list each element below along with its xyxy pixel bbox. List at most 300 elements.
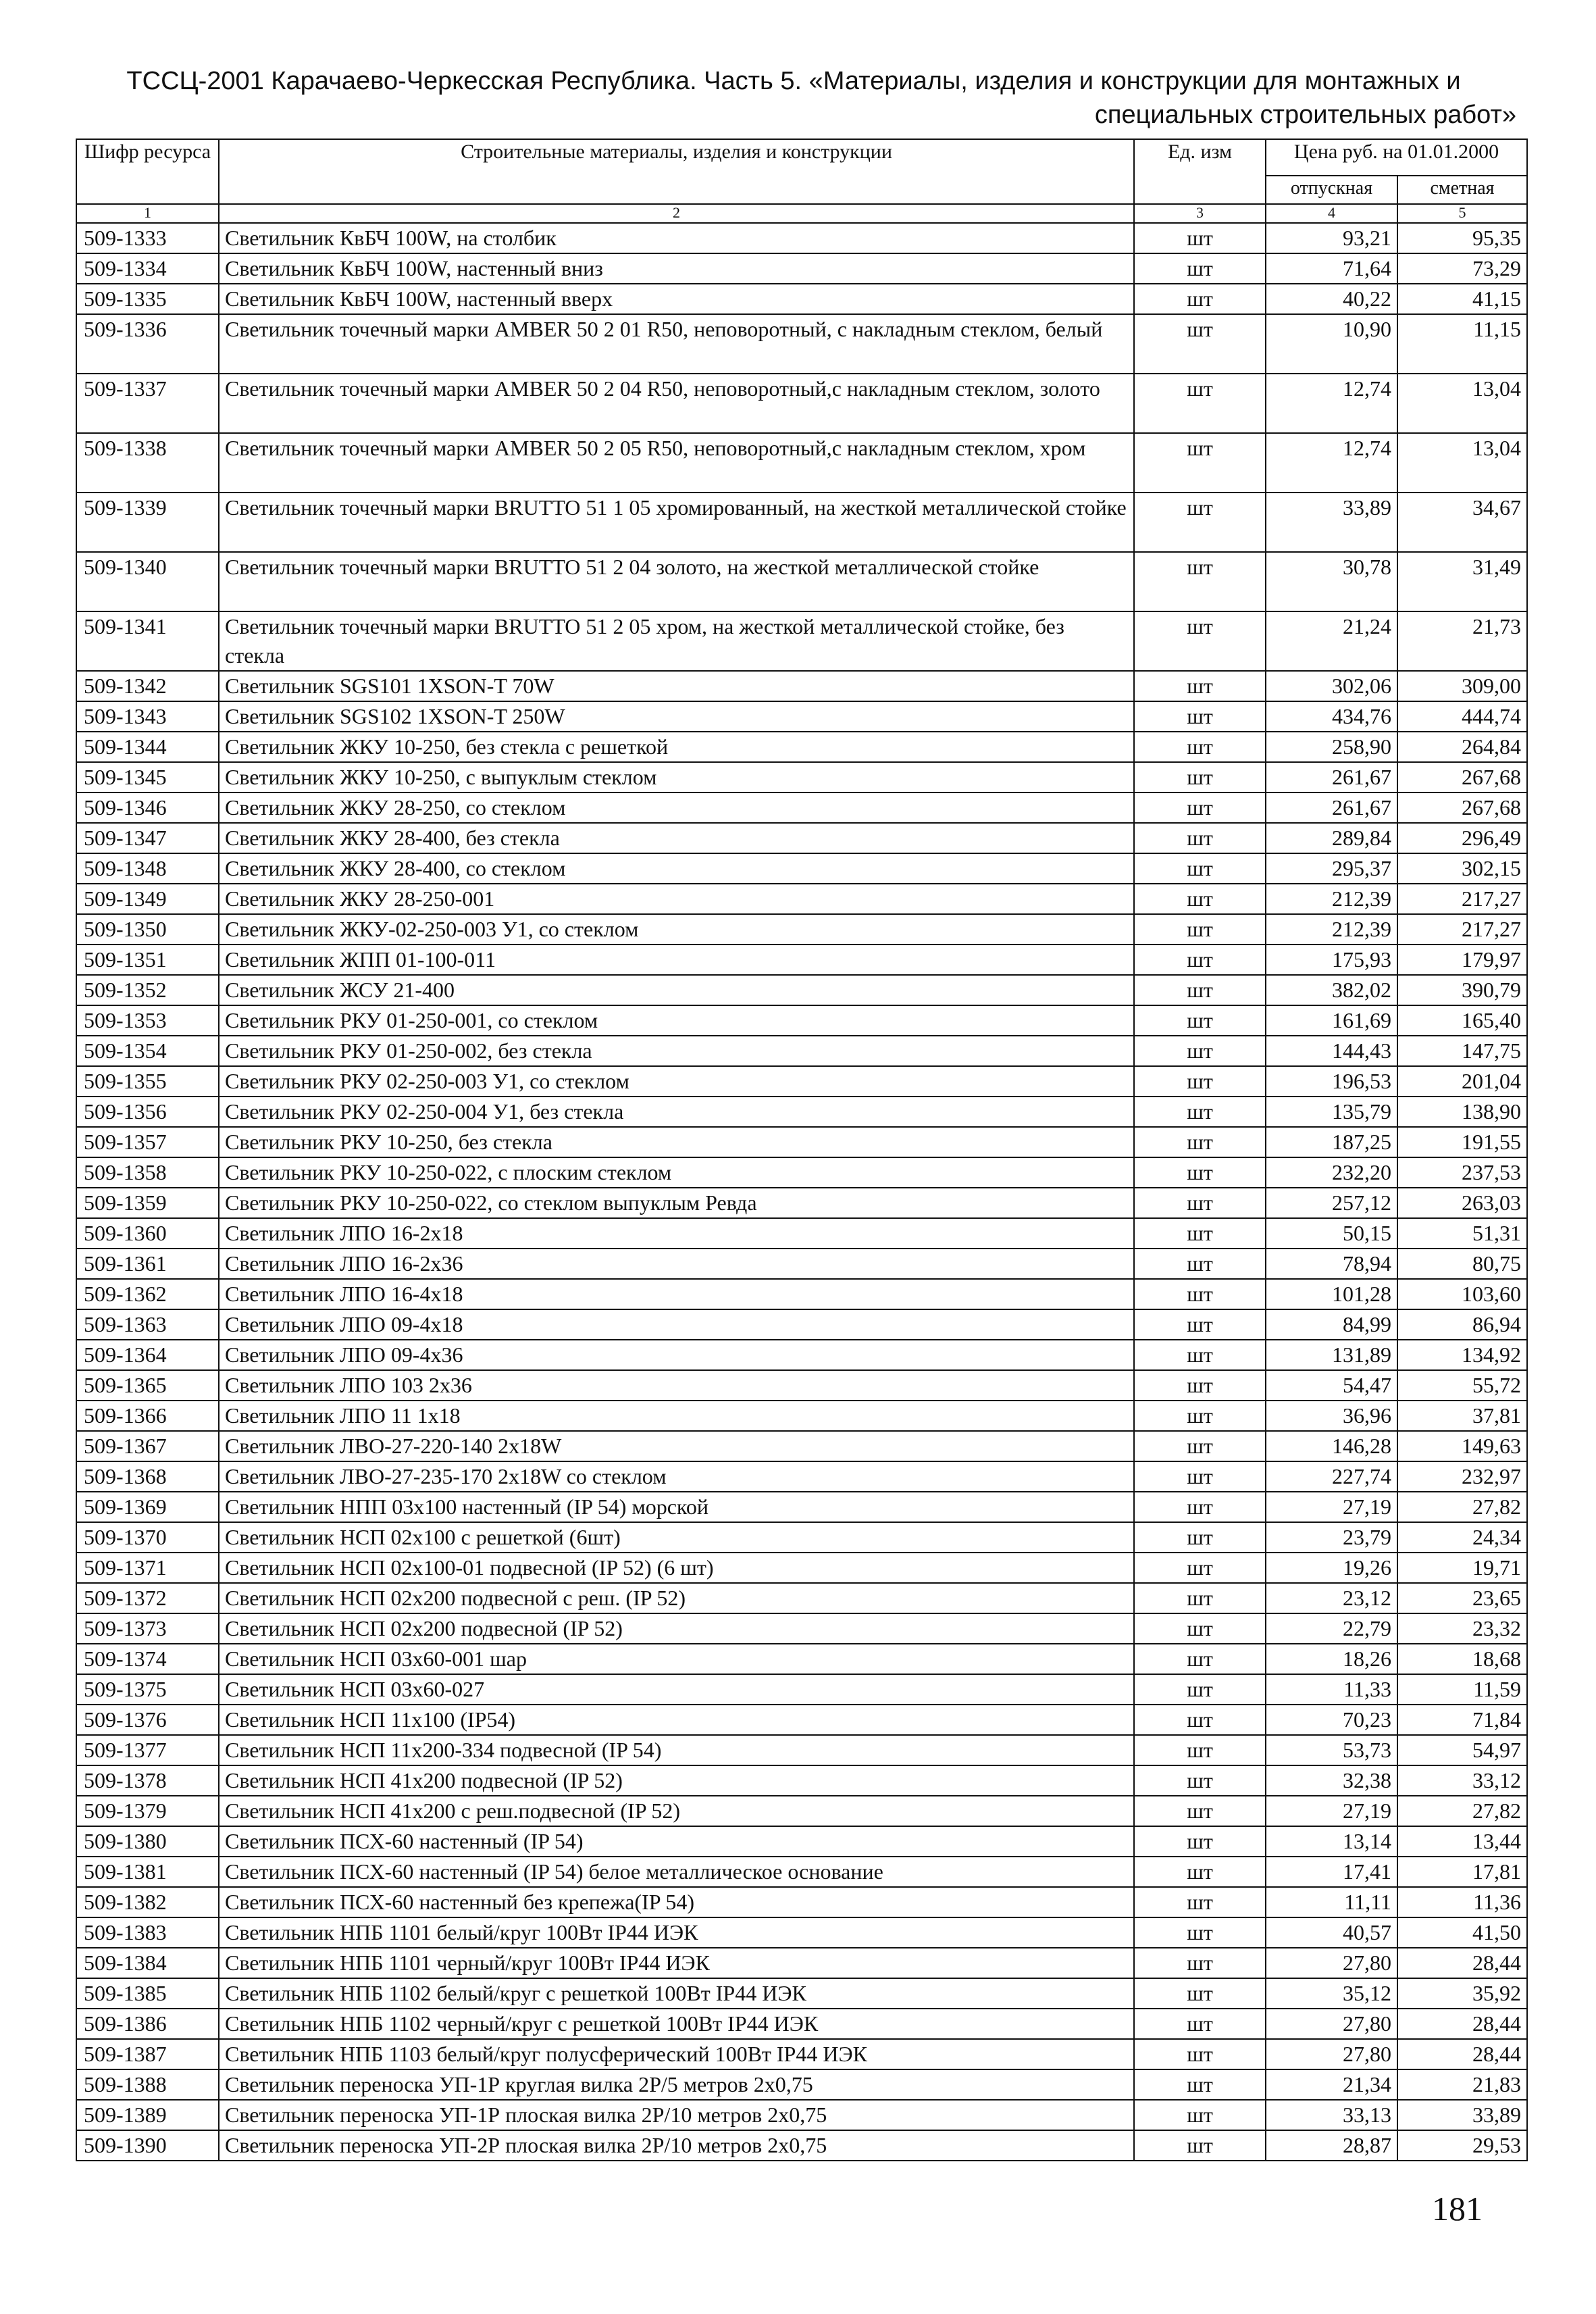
estimate-price: 134,92 [1397, 1340, 1527, 1370]
release-price: 196,53 [1266, 1066, 1397, 1097]
release-price: 12,74 [1266, 374, 1397, 433]
material-name: Светильник НПП 03x100 настенный (IP 54) морской [219, 1492, 1134, 1522]
document-title [68, 64, 1520, 132]
estimate-price: 17,81 [1397, 1857, 1527, 1887]
unit-of-measure: шт [1134, 284, 1266, 314]
estimate-price: 11,36 [1397, 1887, 1527, 1917]
estimate-price: 11,15 [1397, 314, 1527, 374]
table-row [76, 1005, 1527, 1036]
unit-of-measure: шт [1134, 223, 1266, 253]
table-row [76, 1613, 1527, 1644]
release-price: 289,84 [1266, 823, 1397, 853]
unit-of-measure: шт [1134, 1036, 1266, 1066]
table-row [76, 1370, 1527, 1401]
unit-of-measure: шт [1134, 1553, 1266, 1583]
unit-of-measure: шт [1134, 762, 1266, 793]
resource-code: 509-1353 [76, 1005, 219, 1036]
table-row [76, 1978, 1527, 2009]
material-name: Светильник ЛПО 09-4x36 [219, 1340, 1134, 1370]
header-estimate-price: сметная [1397, 176, 1527, 204]
table-row [76, 1644, 1527, 1674]
estimate-price: 41,15 [1397, 284, 1527, 314]
estimate-price: 147,75 [1397, 1036, 1527, 1066]
table-row [76, 493, 1527, 552]
unit-of-measure: шт [1134, 1431, 1266, 1461]
material-name: Светильник ЖКУ 10-250, с выпуклым стеклом [219, 762, 1134, 793]
estimate-price: 37,81 [1397, 1401, 1527, 1431]
estimate-price: 390,79 [1397, 975, 1527, 1005]
table-row [76, 2009, 1527, 2039]
release-price: 23,12 [1266, 1583, 1397, 1613]
resource-code: 509-1385 [76, 1978, 219, 2009]
release-price: 27,80 [1266, 2039, 1397, 2069]
estimate-price: 149,63 [1397, 1431, 1527, 1461]
resource-code: 509-1390 [76, 2130, 219, 2161]
estimate-price: 309,00 [1397, 671, 1527, 701]
estimate-price: 217,27 [1397, 914, 1527, 945]
material-name: Светильник точечный марки AMBER 50 2 01 R50, неповоротный, с накладным стеклом, белый [219, 314, 1134, 374]
release-price: 53,73 [1266, 1735, 1397, 1765]
table-row [76, 2100, 1527, 2130]
unit-of-measure: шт [1134, 1796, 1266, 1826]
unit-of-measure: шт [1134, 945, 1266, 975]
resource-code: 509-1359 [76, 1188, 219, 1218]
unit-of-measure: шт [1134, 1735, 1266, 1765]
resource-code: 509-1365 [76, 1370, 219, 1401]
estimate-price: 80,75 [1397, 1249, 1527, 1279]
unit-of-measure: шт [1134, 433, 1266, 493]
release-price: 135,79 [1266, 1097, 1397, 1127]
material-name: Светильник НСП 11x200-334 подвесной (IP 54) [219, 1735, 1134, 1765]
title-line-1: ТССЦ-2001 Карачаево-Черкесская Республика. Часть 5. «Материалы, изделия и конструкции для монтажных и [126, 67, 1461, 95]
table-row [76, 2130, 1527, 2161]
resource-code: 509-1338 [76, 433, 219, 493]
unit-of-measure: шт [1134, 1066, 1266, 1097]
material-name: Светильник РКУ 02-250-003 У1, со стеклом [219, 1066, 1134, 1097]
release-price: 27,80 [1266, 1948, 1397, 1978]
table-row [76, 314, 1527, 374]
release-price: 257,12 [1266, 1188, 1397, 1218]
material-name: Светильник ЖПП 01-100-011 [219, 945, 1134, 975]
material-name: Светильник ЛВО-27-235-170 2x18W со стеклом [219, 1461, 1134, 1492]
resource-code: 509-1389 [76, 2100, 219, 2130]
resource-code: 509-1334 [76, 253, 219, 284]
table-row [76, 701, 1527, 732]
material-name: Светильник НСП 03x60-027 [219, 1674, 1134, 1705]
table-row [76, 1735, 1527, 1765]
estimate-price: 73,29 [1397, 253, 1527, 284]
unit-of-measure: шт [1134, 1188, 1266, 1218]
resource-code: 509-1372 [76, 1583, 219, 1613]
resource-code: 509-1366 [76, 1401, 219, 1431]
resource-code: 509-1386 [76, 2009, 219, 2039]
resource-code: 509-1367 [76, 1431, 219, 1461]
material-name: Светильник ЖКУ 28-400, со стеклом [219, 853, 1134, 884]
resource-code: 509-1345 [76, 762, 219, 793]
material-name: Светильник точечный марки BRUTTO 51 2 04 золото, на жесткой металлической стойке [219, 552, 1134, 611]
release-price: 258,90 [1266, 732, 1397, 762]
release-price: 30,78 [1266, 552, 1397, 611]
table-row [76, 1279, 1527, 1309]
estimate-price: 31,49 [1397, 552, 1527, 611]
estimate-price: 13,44 [1397, 1826, 1527, 1857]
unit-of-measure: шт [1134, 374, 1266, 433]
resource-code: 509-1357 [76, 1127, 219, 1157]
resource-code: 509-1375 [76, 1674, 219, 1705]
unit-of-measure: шт [1134, 1705, 1266, 1735]
table-row [76, 914, 1527, 945]
unit-of-measure: шт [1134, 1127, 1266, 1157]
table-row [76, 253, 1527, 284]
estimate-price: 23,32 [1397, 1613, 1527, 1644]
resource-code: 509-1364 [76, 1340, 219, 1370]
release-price: 23,79 [1266, 1522, 1397, 1553]
release-price: 161,69 [1266, 1005, 1397, 1036]
unit-of-measure: шт [1134, 314, 1266, 374]
unit-of-measure: шт [1134, 1613, 1266, 1644]
material-name: Светильник ЛПО 16-2x36 [219, 1249, 1134, 1279]
unit-of-measure: шт [1134, 2100, 1266, 2130]
release-price: 50,15 [1266, 1218, 1397, 1249]
unit-of-measure: шт [1134, 1461, 1266, 1492]
release-price: 21,34 [1266, 2069, 1397, 2100]
resource-code: 509-1348 [76, 853, 219, 884]
estimate-price: 95,35 [1397, 223, 1527, 253]
release-price: 40,57 [1266, 1917, 1397, 1948]
material-name: Светильник точечный марки AMBER 50 2 04 R50, неповоротный,с накладным стеклом, золото [219, 374, 1134, 433]
material-name: Светильник НСП 02x100-01 подвесной (IP 52) (6 шт) [219, 1553, 1134, 1583]
title-line-2: специальных строительных работ» [1094, 101, 1516, 129]
release-price: 22,79 [1266, 1613, 1397, 1644]
table-row [76, 1674, 1527, 1705]
material-name: Светильник ЖКУ 28-250-001 [219, 884, 1134, 914]
unit-of-measure: шт [1134, 1340, 1266, 1370]
resource-code: 509-1354 [76, 1036, 219, 1066]
estimate-price: 191,55 [1397, 1127, 1527, 1157]
resource-code: 509-1370 [76, 1522, 219, 1553]
table-row [76, 793, 1527, 823]
release-price: 21,24 [1266, 611, 1397, 671]
material-name: Светильник НСП 02x100 с решеткой (6шт) [219, 1522, 1134, 1553]
table-row [76, 223, 1527, 253]
unit-of-measure: шт [1134, 1887, 1266, 1917]
resource-code: 509-1371 [76, 1553, 219, 1583]
material-name: Светильник НПБ 1102 черный/круг с решеткой 100Вт IP44 ИЭК [219, 2009, 1134, 2039]
release-price: 144,43 [1266, 1036, 1397, 1066]
unit-of-measure: шт [1134, 1857, 1266, 1887]
estimate-price: 41,50 [1397, 1917, 1527, 1948]
resource-code: 509-1382 [76, 1887, 219, 1917]
release-price: 295,37 [1266, 853, 1397, 884]
material-name: Светильник ЛВО-27-220-140 2x18W [219, 1431, 1134, 1461]
unit-of-measure: шт [1134, 1948, 1266, 1978]
release-price: 78,94 [1266, 1249, 1397, 1279]
estimate-price: 217,27 [1397, 884, 1527, 914]
resource-code: 509-1380 [76, 1826, 219, 1857]
resource-code: 509-1374 [76, 1644, 219, 1674]
table-row [76, 1309, 1527, 1340]
release-price: 17,41 [1266, 1857, 1397, 1887]
release-price: 33,13 [1266, 2100, 1397, 2130]
table-row [76, 1826, 1527, 1857]
release-price: 146,28 [1266, 1431, 1397, 1461]
unit-of-measure: шт [1134, 2069, 1266, 2100]
material-name: Светильник НПБ 1101 белый/круг 100Вт IP44 ИЭК [219, 1917, 1134, 1948]
material-name: Светильник РКУ 10-250-022, со стеклом выпуклым Ревда [219, 1188, 1134, 1218]
resource-code: 509-1337 [76, 374, 219, 433]
release-price: 28,87 [1266, 2130, 1397, 2161]
estimate-price: 103,60 [1397, 1279, 1527, 1309]
material-name: Светильник КвБЧ 100W, настенный вниз [219, 253, 1134, 284]
estimate-price: 11,59 [1397, 1674, 1527, 1705]
table-row [76, 1249, 1527, 1279]
table-row [76, 552, 1527, 611]
unit-of-measure: шт [1134, 823, 1266, 853]
table-row [76, 853, 1527, 884]
release-price: 382,02 [1266, 975, 1397, 1005]
release-price: 40,22 [1266, 284, 1397, 314]
material-name: Светильник ПСХ-60 настенный (IP 54) [219, 1826, 1134, 1857]
estimate-price: 51,31 [1397, 1218, 1527, 1249]
unit-of-measure: шт [1134, 732, 1266, 762]
estimate-price: 165,40 [1397, 1005, 1527, 1036]
resource-code: 509-1342 [76, 671, 219, 701]
release-price: 187,25 [1266, 1127, 1397, 1157]
material-name: Светильник РКУ 01-250-001, со стеклом [219, 1005, 1134, 1036]
resource-code: 509-1343 [76, 701, 219, 732]
unit-of-measure: шт [1134, 1097, 1266, 1127]
release-price: 261,67 [1266, 793, 1397, 823]
unit-of-measure: шт [1134, 1157, 1266, 1188]
table-row [76, 2069, 1527, 2100]
release-price: 70,23 [1266, 1705, 1397, 1735]
estimate-price: 19,71 [1397, 1553, 1527, 1583]
table-row [76, 1705, 1527, 1735]
material-name: Светильник ЖСУ 21-400 [219, 975, 1134, 1005]
table-row [76, 611, 1527, 671]
table-row [76, 1157, 1527, 1188]
release-price: 212,39 [1266, 884, 1397, 914]
resource-code: 509-1340 [76, 552, 219, 611]
material-name: Светильник переноска УП-2Р плоская вилка 2Р/10 метров 2x0,75 [219, 2130, 1134, 2161]
unit-of-measure: шт [1134, 1674, 1266, 1705]
estimate-price: 264,84 [1397, 732, 1527, 762]
release-price: 84,99 [1266, 1309, 1397, 1340]
material-name: Светильник точечный марки AMBER 50 2 05 R50, неповоротный,с накладным стеклом, хром [219, 433, 1134, 493]
unit-of-measure: шт [1134, 914, 1266, 945]
material-name: Светильник НСП 02x200 подвесной с реш. (IP 52) [219, 1583, 1134, 1613]
material-name: Светильник ЛПО 09-4x18 [219, 1309, 1134, 1340]
material-name: Светильник ЛПО 16-2x18 [219, 1218, 1134, 1249]
unit-of-measure: шт [1134, 2039, 1266, 2069]
unit-of-measure: шт [1134, 1309, 1266, 1340]
unit-of-measure: шт [1134, 793, 1266, 823]
estimate-price: 35,92 [1397, 1978, 1527, 2009]
unit-of-measure: шт [1134, 1978, 1266, 2009]
resource-code: 509-1347 [76, 823, 219, 853]
unit-of-measure: шт [1134, 1279, 1266, 1309]
resource-code: 509-1381 [76, 1857, 219, 1887]
material-name: Светильник ПСХ-60 настенный без крепежа(IP 54) [219, 1887, 1134, 1917]
material-name: Светильник SGS102 1XSON-T 250W [219, 701, 1134, 732]
release-price: 13,14 [1266, 1826, 1397, 1857]
release-price: 261,67 [1266, 762, 1397, 793]
table-row [76, 1857, 1527, 1887]
unit-of-measure: шт [1134, 1005, 1266, 1036]
unit-of-measure: шт [1134, 253, 1266, 284]
release-price: 175,93 [1266, 945, 1397, 975]
estimate-price: 21,73 [1397, 611, 1527, 671]
material-name: Светильник НПБ 1102 белый/круг с решеткой 100Вт IP44 ИЭК [219, 1978, 1134, 2009]
material-name: Светильник НСП 03x60-001 шар [219, 1644, 1134, 1674]
table-row [76, 1796, 1527, 1826]
release-price: 27,19 [1266, 1796, 1397, 1826]
resource-code: 509-1378 [76, 1765, 219, 1796]
resource-code: 509-1358 [76, 1157, 219, 1188]
header-unit: Ед. изм [1134, 139, 1266, 204]
release-price: 12,74 [1266, 433, 1397, 493]
table-row [76, 823, 1527, 853]
unit-of-measure: шт [1134, 884, 1266, 914]
estimate-price: 28,44 [1397, 1948, 1527, 1978]
material-name: Светильник точечный марки BRUTTO 51 2 05 хром, на жесткой металлической стойке, без стекла [219, 611, 1134, 671]
resource-code: 509-1379 [76, 1796, 219, 1826]
resource-code: 509-1339 [76, 493, 219, 552]
resource-code: 509-1384 [76, 1948, 219, 1978]
unit-of-measure: шт [1134, 1249, 1266, 1279]
material-name: Светильник ЛПО 16-4x18 [219, 1279, 1134, 1309]
estimate-price: 24,34 [1397, 1522, 1527, 1553]
table-row [76, 732, 1527, 762]
resource-code: 509-1377 [76, 1735, 219, 1765]
release-price: 302,06 [1266, 671, 1397, 701]
unit-of-measure: шт [1134, 1401, 1266, 1431]
table-row [76, 945, 1527, 975]
material-name: Светильник ЛПО 103 2x36 [219, 1370, 1134, 1401]
resource-code: 509-1333 [76, 223, 219, 253]
header-price-group: Цена руб. на 01.01.2000 [1266, 139, 1527, 176]
material-name: Светильник РКУ 10-250, без стекла [219, 1127, 1134, 1157]
header-code: Шифр ресурса [76, 139, 219, 204]
estimate-price: 54,97 [1397, 1735, 1527, 1765]
release-price: 93,21 [1266, 223, 1397, 253]
release-price: 18,26 [1266, 1644, 1397, 1674]
resource-code: 509-1376 [76, 1705, 219, 1735]
resource-code: 509-1351 [76, 945, 219, 975]
material-name: Светильник НСП 41x200 подвесной (IP 52) [219, 1765, 1134, 1796]
table-row [76, 433, 1527, 493]
release-price: 11,33 [1266, 1674, 1397, 1705]
resource-code: 509-1373 [76, 1613, 219, 1644]
estimate-price: 237,53 [1397, 1157, 1527, 1188]
resource-code: 509-1383 [76, 1917, 219, 1948]
table-row [76, 1431, 1527, 1461]
estimate-price: 34,67 [1397, 493, 1527, 552]
resource-code: 509-1387 [76, 2039, 219, 2069]
estimate-price: 138,90 [1397, 1097, 1527, 1127]
unit-of-measure: шт [1134, 2009, 1266, 2039]
estimate-price: 29,53 [1397, 2130, 1527, 2161]
estimate-price: 33,89 [1397, 2100, 1527, 2130]
resource-code: 509-1361 [76, 1249, 219, 1279]
table-row [76, 762, 1527, 793]
table-row [76, 1553, 1527, 1583]
table-row [76, 374, 1527, 433]
unit-of-measure: шт [1134, 2130, 1266, 2161]
table-row [76, 1188, 1527, 1218]
table-row [76, 284, 1527, 314]
resource-code: 509-1368 [76, 1461, 219, 1492]
estimate-price: 27,82 [1397, 1796, 1527, 1826]
unit-of-measure: шт [1134, 1218, 1266, 1249]
resource-code: 509-1369 [76, 1492, 219, 1522]
unit-of-measure: шт [1134, 1522, 1266, 1553]
release-price: 434,76 [1266, 701, 1397, 732]
table-row [76, 1218, 1527, 1249]
resource-code: 509-1346 [76, 793, 219, 823]
table-row [76, 1066, 1527, 1097]
header-name: Строительные материалы, изделия и конструкции [219, 139, 1134, 204]
resource-code: 509-1355 [76, 1066, 219, 1097]
unit-of-measure: шт [1134, 1826, 1266, 1857]
resource-code: 509-1349 [76, 884, 219, 914]
release-price: 33,89 [1266, 493, 1397, 552]
resource-code: 509-1356 [76, 1097, 219, 1127]
unit-of-measure: шт [1134, 1765, 1266, 1796]
material-name: Светильник ЛПО 11 1x18 [219, 1401, 1134, 1431]
price-table [76, 139, 1528, 2161]
unit-of-measure: шт [1134, 701, 1266, 732]
estimate-price: 179,97 [1397, 945, 1527, 975]
estimate-price: 27,82 [1397, 1492, 1527, 1522]
resource-code: 509-1341 [76, 611, 219, 671]
release-price: 27,80 [1266, 2009, 1397, 2039]
table-row [76, 1340, 1527, 1370]
release-price: 212,39 [1266, 914, 1397, 945]
release-price: 232,20 [1266, 1157, 1397, 1188]
material-name: Светильник РКУ 01-250-002, без стекла [219, 1036, 1134, 1066]
material-name: Светильник РКУ 02-250-004 У1, без стекла [219, 1097, 1134, 1127]
table-row [76, 1948, 1527, 1978]
resource-code: 509-1363 [76, 1309, 219, 1340]
release-price: 71,64 [1266, 253, 1397, 284]
estimate-price: 55,72 [1397, 1370, 1527, 1401]
material-name: Светильник НСП 11x100 (IP54) [219, 1705, 1134, 1735]
unit-of-measure: шт [1134, 1370, 1266, 1401]
resource-code: 509-1344 [76, 732, 219, 762]
table-body [76, 223, 1527, 2161]
estimate-price: 232,97 [1397, 1461, 1527, 1492]
header-release-price: отпускная [1266, 176, 1397, 204]
material-name: Светильник ЖКУ 10-250, без стекла с решеткой [219, 732, 1134, 762]
release-price: 27,19 [1266, 1492, 1397, 1522]
material-name: Светильник НСП 41x200 с реш.подвесной (IP 52) [219, 1796, 1134, 1826]
table-row [76, 975, 1527, 1005]
estimate-price: 33,12 [1397, 1765, 1527, 1796]
estimate-price: 267,68 [1397, 762, 1527, 793]
unit-of-measure: шт [1134, 671, 1266, 701]
release-price: 54,47 [1266, 1370, 1397, 1401]
material-name: Светильник КвБЧ 100W, настенный вверх [219, 284, 1134, 314]
material-name: Светильник НСП 02x200 подвесной (IP 52) [219, 1613, 1134, 1644]
release-price: 32,38 [1266, 1765, 1397, 1796]
material-name: Светильник ПСХ-60 настенный (IP 54) белое металлическое основание [219, 1857, 1134, 1887]
resource-code: 509-1362 [76, 1279, 219, 1309]
column-number: 4 [1266, 204, 1397, 223]
release-price: 10,90 [1266, 314, 1397, 374]
material-name: Светильник переноска УП-1Р плоская вилка 2Р/10 метров 2x0,75 [219, 2100, 1134, 2130]
resource-code: 509-1352 [76, 975, 219, 1005]
